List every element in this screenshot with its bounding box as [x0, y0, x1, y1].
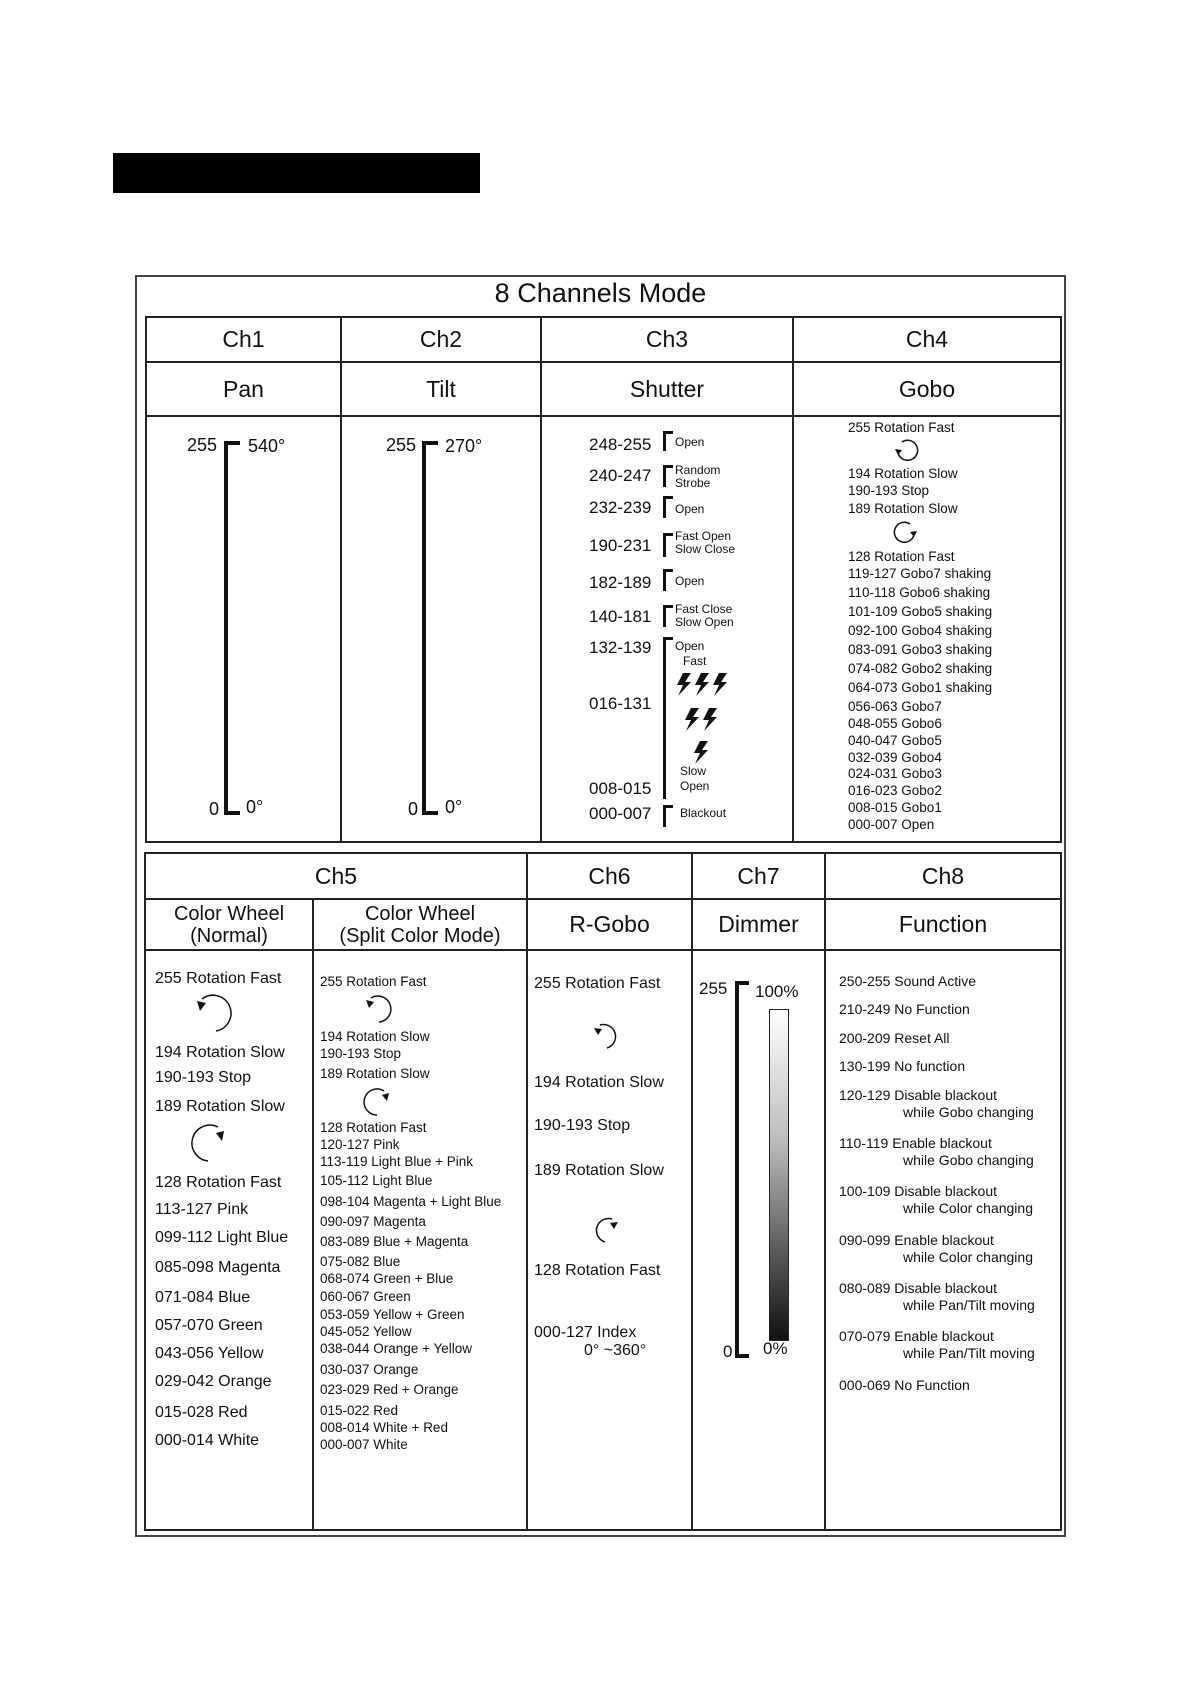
cw-split-item: 015-022 Red: [320, 1403, 399, 1418]
cw-split-item: 128 Rotation Fast: [320, 1120, 427, 1135]
pan-scale-bottom-tick: [224, 811, 240, 815]
function-item: 210-249 No Function: [839, 1001, 970, 1017]
label-line: Color Wheel: [364, 902, 476, 925]
dimmer-scale-bottom-tick: [735, 1354, 749, 1358]
cw-split-item: 083-089 Blue + Magenta: [320, 1234, 469, 1249]
dimmer-scale-line: [735, 981, 739, 1358]
cw-normal-item: 128 Rotation Fast: [155, 1174, 282, 1191]
dimmer-bottom-dmx: 0: [723, 1342, 733, 1361]
label-line: Color Wheel: [173, 902, 285, 925]
rgobo-cell: [527, 950, 692, 1530]
shutter-range: 016-131: [589, 694, 652, 713]
dimmer-top-pct: 100%: [755, 982, 799, 1001]
cw-normal-item: 043-056 Yellow: [155, 1345, 264, 1362]
gobo-item: 056-063 Gobo7: [848, 699, 942, 714]
pan-top-deg: 540°: [248, 436, 286, 456]
ch2-header: Ch2: [341, 317, 541, 362]
shutter-bracket-tick: [663, 431, 673, 434]
cw-split-item: 120-127 Pink: [320, 1137, 400, 1152]
shutter-range: 240-247: [589, 466, 652, 485]
function-item: 130-199 No function: [839, 1058, 966, 1074]
label-line: (Normal): [190, 924, 268, 947]
cw-split-item: 090-097 Magenta: [320, 1214, 426, 1229]
cw-split-item: 194 Rotation Slow: [320, 1029, 430, 1044]
tilt-bottom-dmx: 0: [408, 799, 419, 819]
gobo-item: 040-047 Gobo5: [848, 733, 942, 748]
shutter-bracket-tick: [663, 465, 673, 468]
shutter-label: Open: [680, 779, 710, 793]
cw-split-item: 075-082 Blue: [320, 1254, 401, 1269]
bottom-channel-table: [144, 852, 1062, 1531]
function-item: 250-255 Sound Active: [839, 973, 977, 989]
shutter-label: Open: [675, 574, 705, 588]
pan-top-dmx: 255: [187, 435, 218, 455]
rgobo-item: 000-127 Index: [534, 1324, 637, 1341]
shutter-bracket: [663, 533, 666, 557]
color-wheel-normal-label: [145, 899, 313, 950]
function-item: while Color changing: [903, 1249, 1033, 1265]
top-channel-table: [145, 316, 1062, 843]
cw-normal-item: 000-014 White: [155, 1432, 260, 1449]
shutter-bracket: [663, 605, 666, 627]
rgobo-item: 194 Rotation Slow: [534, 1074, 664, 1091]
gobo-cell: [793, 416, 1061, 842]
shutter-label: Slow Open: [675, 615, 734, 629]
shutter-cell: [541, 416, 793, 842]
cw-normal-item: 071-084 Blue: [155, 1289, 251, 1306]
dimmer-bottom-pct: 0%: [763, 1339, 788, 1358]
shutter-label: Open: [675, 502, 705, 516]
cw-split-item: 000-007 White: [320, 1437, 408, 1452]
cw-split-item: 023-029 Red + Orange: [320, 1382, 459, 1397]
shutter-bracket: [663, 465, 666, 487]
label-line: (Split Color Mode): [339, 924, 501, 947]
cw-normal-item: 099-112 Light Blue: [155, 1229, 289, 1246]
strobe-fast-lightning-icon: [675, 671, 731, 697]
cw-split-item: 038-044 Orange + Yellow: [320, 1341, 472, 1356]
function-label: Function: [825, 899, 1061, 950]
ch4-header: Ch4: [793, 317, 1061, 362]
shutter-bracket-tick: [663, 605, 673, 608]
gobo-item: 083-091 Gobo3 shaking: [848, 642, 993, 657]
shutter-bracket: [663, 637, 666, 777]
gobo-item: 074-082 Gobo2 shaking: [848, 661, 993, 676]
ch1-header: Ch1: [146, 317, 341, 362]
shutter-range: 000-007: [589, 804, 652, 823]
rgobo-item: 255 Rotation Fast: [534, 975, 661, 992]
tilt-top-dmx: 255: [386, 435, 417, 455]
pan-bottom-deg: 0°: [246, 797, 264, 817]
shutter-bracket: [663, 775, 666, 799]
gobo-item: 189 Rotation Slow: [848, 501, 958, 516]
shutter-bracket: [663, 569, 666, 591]
cw-split-item: 113-119 Light Blue + Pink: [320, 1154, 473, 1169]
rgobo-item: 128 Rotation Fast: [534, 1262, 661, 1279]
pan-bottom-dmx: 0: [209, 799, 220, 819]
cw-split-item: 098-104 Magenta + Light Blue: [320, 1194, 502, 1209]
cw-split-item: 190-193 Stop: [320, 1046, 402, 1061]
shutter-range: 248-255: [589, 435, 652, 454]
shutter-range: 140-181: [589, 607, 652, 626]
shutter-label: Slow: [680, 764, 707, 778]
gobo-label: Gobo: [793, 362, 1061, 416]
cw-split-item: 255 Rotation Fast: [320, 974, 427, 989]
gobo-item: 194 Rotation Slow: [848, 466, 958, 481]
function-item: 100-109 Disable blackout: [839, 1183, 998, 1199]
ch7-header: Ch7: [692, 853, 825, 899]
pan-scale-top-tick: [224, 441, 240, 445]
mode-title: 8 Channels Mode: [494, 278, 707, 308]
cw-split-item: 060-067 Green: [320, 1289, 411, 1304]
shutter-label: Fast: [683, 654, 707, 668]
cw-split-item: 068-074 Green + Blue: [320, 1271, 454, 1286]
gobo-item: 024-031 Gobo3: [848, 766, 942, 781]
gobo-item: 128 Rotation Fast: [848, 549, 955, 564]
cw-split-item: 189 Rotation Slow: [320, 1066, 430, 1081]
rotate-clockwise-icon: [184, 1117, 234, 1167]
cw-normal-item: 113-127 Pink: [155, 1201, 249, 1218]
section-header-bar: [113, 153, 480, 193]
dimmer-gradient-bar: [769, 1009, 789, 1341]
function-item: 090-099 Enable blackout: [839, 1232, 994, 1248]
tilt-top-deg: 270°: [445, 436, 483, 456]
cw-split-item: 030-037 Orange: [320, 1362, 419, 1377]
cw-normal-item: 015-028 Red: [155, 1404, 248, 1421]
gobo-item: 000-007 Open: [848, 817, 935, 832]
gobo-item: 064-073 Gobo1 shaking: [848, 680, 993, 695]
gobo-item: 008-015 Gobo1: [848, 800, 942, 815]
dimmer-label: Dimmer: [692, 899, 825, 950]
gobo-item: 255 Rotation Fast: [848, 420, 955, 435]
pan-label: Pan: [146, 362, 341, 416]
shutter-label: Slow Close: [675, 542, 736, 556]
tilt-label: Tilt: [341, 362, 541, 416]
cw-split-item: 045-052 Yellow: [320, 1324, 412, 1339]
shutter-label: Blackout: [680, 806, 727, 820]
shutter-bracket-tick: [663, 533, 673, 536]
shutter-bracket-tick: [663, 805, 673, 808]
gobo-item: 119-127 Gobo7 shaking: [848, 566, 992, 581]
shutter-label: Fast Close: [675, 602, 733, 616]
gobo-item: 110-118 Gobo6 shaking: [848, 585, 991, 600]
shutter-label: Strobe: [675, 476, 711, 490]
gobo-item: 032-039 Gobo4: [848, 750, 942, 765]
shutter-range: 132-139: [589, 638, 652, 657]
gobo-item: 190-193 Stop: [848, 483, 930, 498]
shutter-label: Open: [675, 435, 705, 449]
tilt-scale-top-tick: [422, 441, 438, 445]
shutter-bracket: [663, 431, 666, 451]
rotate-counterclockwise-icon: [893, 437, 923, 467]
color-wheel-split-cell: [313, 950, 527, 1530]
tilt-bottom-deg: 0°: [445, 797, 463, 817]
cw-normal-item: 029-042 Orange: [155, 1373, 272, 1390]
function-item: 000-069 No Function: [839, 1377, 970, 1393]
tilt-scale-bottom-tick: [422, 811, 438, 815]
shutter-label: Random: [675, 463, 721, 477]
dimmer-top-dmx: 255: [699, 979, 728, 998]
shutter-bracket-tick: [663, 637, 673, 640]
rotate-counterclockwise-icon: [361, 991, 397, 1027]
rotate-clockwise-icon: [890, 519, 920, 549]
tilt-scale-line: [422, 441, 426, 815]
function-item: while Gobo changing: [903, 1104, 1034, 1120]
shutter-range: 232-239: [589, 498, 652, 517]
dimmer-cell: [692, 950, 825, 1530]
color-wheel-normal-cell: [145, 950, 313, 1530]
cw-split-item: 053-059 Yellow + Green: [320, 1307, 465, 1322]
shutter-label: Shutter: [541, 362, 793, 416]
shutter-bracket-tick: [663, 496, 673, 499]
ch5-header: Ch5: [145, 853, 527, 899]
rotate-clockwise-icon: [588, 1213, 622, 1247]
shutter-label: Fast Open: [675, 529, 732, 543]
cw-split-item: 008-014 White + Red: [320, 1420, 448, 1435]
gobo-item: 092-100 Gobo4 shaking: [848, 623, 993, 638]
gobo-item: 048-055 Gobo6: [848, 716, 942, 731]
function-item: while Gobo changing: [903, 1152, 1034, 1168]
rgobo-item: 190-193 Stop: [534, 1117, 631, 1134]
strobe-slow-lightning-icon: [692, 739, 712, 765]
strobe-medium-lightning-icon: [683, 706, 723, 732]
dimmer-scale-top-tick: [735, 981, 749, 985]
function-item: while Pan/Tilt moving: [903, 1297, 1035, 1313]
rgobo-item: 0° ~360°: [584, 1342, 647, 1359]
cw-normal-item: 189 Rotation Slow: [155, 1098, 285, 1115]
function-item: 070-079 Enable blackout: [839, 1328, 994, 1344]
function-cell: [825, 950, 1061, 1530]
cw-normal-item: 085-098 Magenta: [155, 1259, 281, 1276]
rotate-clockwise-icon: [359, 1084, 395, 1120]
tilt-cell: [341, 416, 541, 842]
pan-cell: [146, 416, 341, 842]
shutter-range: 190-231: [589, 536, 652, 555]
ch6-header: Ch6: [527, 853, 692, 899]
function-item: while Color changing: [903, 1200, 1033, 1216]
shutter-range: 182-189: [589, 573, 652, 592]
function-item: 080-089 Disable blackout: [839, 1280, 998, 1296]
rgobo-label: R-Gobo: [527, 899, 692, 950]
ch3-header: Ch3: [541, 317, 793, 362]
gobo-item: 016-023 Gobo2: [848, 783, 942, 798]
ch8-header: Ch8: [825, 853, 1061, 899]
color-wheel-split-label: [313, 899, 527, 950]
shutter-bracket: [663, 496, 666, 518]
cw-normal-item: 194 Rotation Slow: [155, 1044, 285, 1061]
cw-split-item: 105-112 Light Blue: [320, 1173, 433, 1188]
gobo-item: 101-109 Gobo5 shaking: [848, 604, 993, 619]
rgobo-item: 189 Rotation Slow: [534, 1162, 664, 1179]
shutter-range: 008-015: [589, 779, 652, 798]
rotate-counterclockwise-icon: [190, 989, 238, 1037]
cw-normal-item: 190-193 Stop: [155, 1069, 252, 1086]
cw-normal-item: 057-070 Green: [155, 1317, 263, 1334]
function-item: while Pan/Tilt moving: [903, 1345, 1035, 1361]
shutter-bracket: [663, 805, 666, 827]
shutter-label: Open: [675, 639, 705, 653]
cw-normal-item: 255 Rotation Fast: [155, 970, 282, 987]
rotate-counterclockwise-icon: [590, 1019, 624, 1053]
function-item: 110-119 Enable blackout: [839, 1135, 992, 1151]
shutter-bracket-tick: [663, 569, 673, 572]
function-item: 200-209 Reset All: [839, 1030, 950, 1046]
pan-scale-line: [224, 441, 228, 815]
function-item: 120-129 Disable blackout: [839, 1087, 998, 1103]
